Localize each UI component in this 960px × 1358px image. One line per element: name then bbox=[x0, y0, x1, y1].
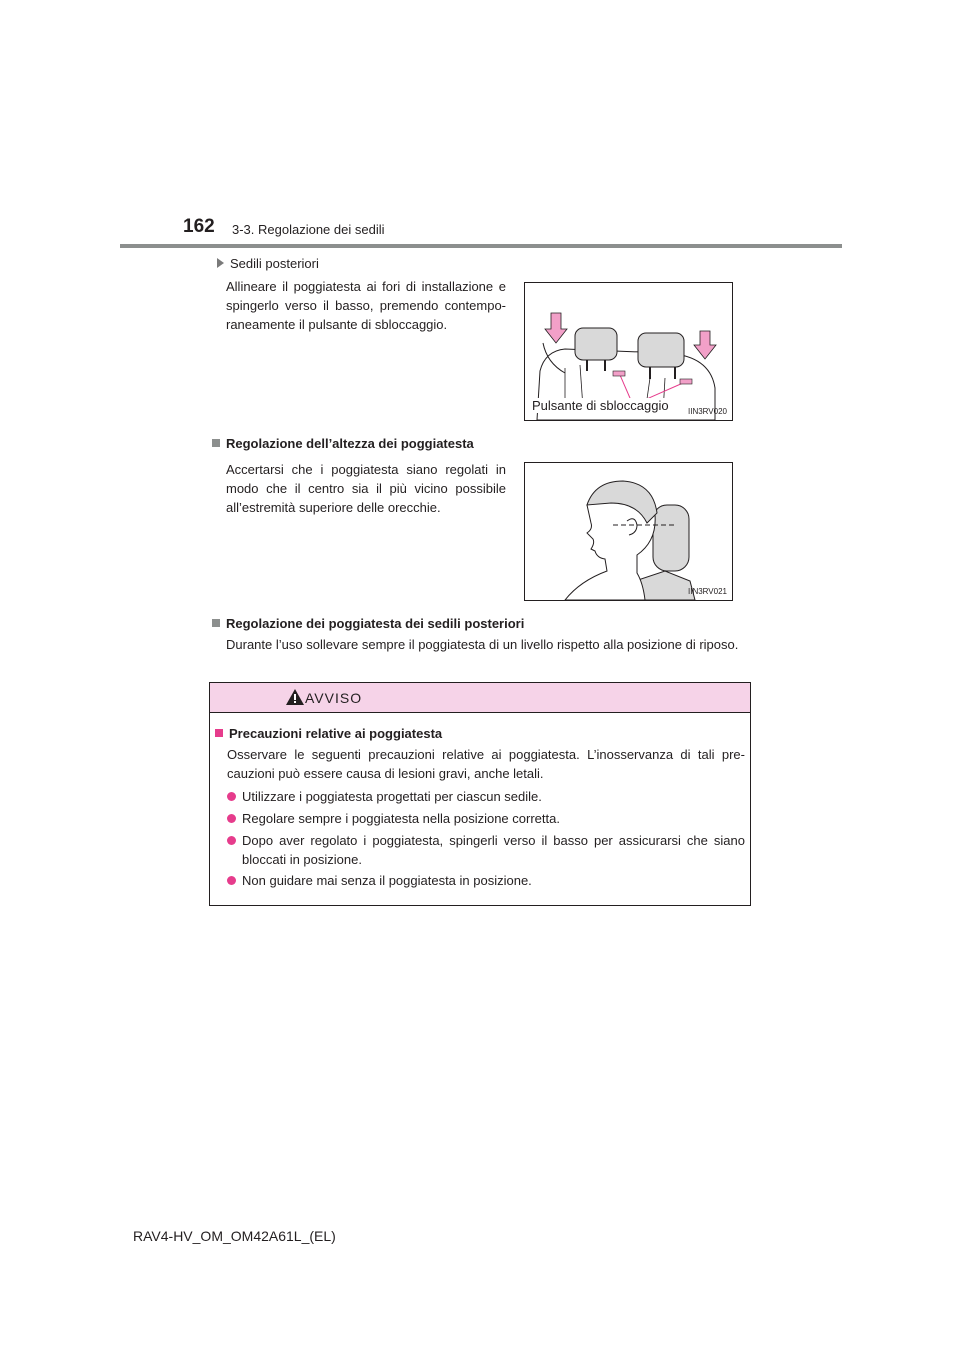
pink-dot-bullet-icon bbox=[227, 876, 236, 885]
headrest-height-figure bbox=[524, 462, 733, 601]
warning-intro: Osservare le seguenti precauzioni relative ai poggiatesta. L’inosservanza di tali pre-cauzioni può essere causa di lesioni gravi, anche letali. bbox=[227, 747, 745, 781]
rear-seats-text: Allineare il poggiatesta ai fori di installazione e spingerlo verso il basso, premendo contempo-raneamente il pulsante di sbloccaggio. bbox=[226, 279, 506, 332]
section-title: 3-3. Regolazione dei sedili bbox=[232, 222, 385, 237]
warning-item: Regolare sempre i poggiatesta nella posizione corretta. bbox=[227, 809, 745, 828]
warning-header bbox=[210, 683, 750, 713]
pink-square-bullet-icon bbox=[215, 729, 223, 737]
warning-subheading: Precauzioni relative ai poggiatesta bbox=[215, 726, 442, 741]
warning-item: Utilizzare i poggiatesta progettati per ciascun sedile. bbox=[227, 787, 745, 806]
height-adjust-text: Accertarsi che i poggiatesta siano regolati in modo che il centro sia il più vicino possibile all’estremità superiore delle orecchie. bbox=[226, 462, 506, 515]
warning-triangle-icon bbox=[286, 689, 304, 705]
square-bullet-icon bbox=[212, 619, 220, 627]
page-number: 162 bbox=[183, 216, 215, 237]
release-button-label: Pulsante di sbloccaggio bbox=[532, 398, 669, 413]
warning-item: Non guidare mai senza il poggiatesta in posizione. bbox=[227, 871, 745, 890]
header-rule bbox=[120, 244, 842, 248]
warning-item: Dopo aver regolato i poggiatesta, spingerli verso il basso per assicurarsi che siano bloccati in posizione. bbox=[227, 831, 745, 869]
height-adjust-heading: Regolazione dell’altezza dei poggiatesta bbox=[212, 436, 474, 451]
square-bullet-icon bbox=[212, 439, 220, 447]
figure-code: IIN3RV021 bbox=[688, 587, 727, 596]
triangle-bullet-icon bbox=[217, 258, 224, 268]
pink-dot-bullet-icon bbox=[227, 836, 236, 845]
rear-seats-heading: Sedili posteriori bbox=[217, 256, 319, 271]
figure-code: IIN3RV020 bbox=[688, 407, 727, 416]
rear-adjust-text: Durante l’uso sollevare sempre il poggiatesta di un livello rispetto alla posizione di riposo. bbox=[226, 637, 739, 652]
headrest-install-figure bbox=[524, 282, 733, 421]
rear-adjust-heading: Regolazione dei poggiatesta dei sedili posteriori bbox=[212, 616, 524, 631]
head-profile-illustration bbox=[525, 463, 732, 600]
pink-dot-bullet-icon bbox=[227, 814, 236, 823]
document-code: RAV4-HV_OM_OM42A61L_(EL) bbox=[133, 1228, 336, 1244]
warning-box bbox=[209, 682, 751, 906]
pink-dot-bullet-icon bbox=[227, 792, 236, 801]
warning-title: AVVISO bbox=[305, 690, 363, 706]
